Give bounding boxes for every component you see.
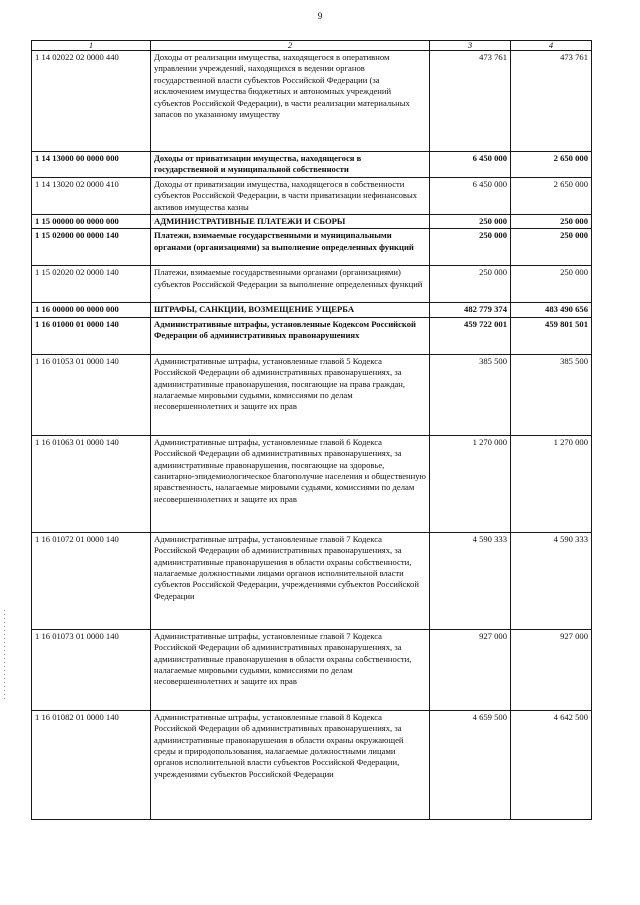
value-col3-cell: 250 000	[430, 229, 511, 266]
value-col3-cell: 482 779 374	[430, 303, 511, 317]
value-col3-cell: 459 722 001	[430, 317, 511, 354]
code-cell: 1 14 13000 00 0000 000	[32, 152, 151, 178]
code-cell: 1 16 01073 01 0000 140	[32, 629, 151, 710]
scan-edge-mark	[4, 610, 5, 700]
value-col3-cell: 1 270 000	[430, 435, 511, 532]
value-col3-cell: 250 000	[430, 215, 511, 229]
name-cell: Доходы от реализации имущества, находящегося в оперативном управлении учреждений, находящихся в ведении органов государственной власти субъектов Российской Федерации (за исключением имущества бюджетных и автономных учреждений субъектов Российской Федерации), в части реализации материальных запасов по указанному имуществу	[151, 51, 430, 152]
value-col4-cell: 459 801 501	[511, 317, 592, 354]
column-number: 3	[430, 41, 511, 51]
table-row	[32, 435, 592, 532]
table-row	[32, 532, 592, 629]
value-col4-cell: 2 650 000	[511, 152, 592, 178]
name-cell: Платежи, взимаемые государственными и муниципальными органами (организациями) за выполнение определенных функций	[151, 229, 430, 266]
page-number: 9	[317, 12, 323, 22]
value-col3-cell: 4 590 333	[430, 532, 511, 629]
table-row	[32, 229, 592, 266]
column-number-row	[32, 41, 592, 51]
value-col3-cell: 6 450 000	[430, 177, 511, 214]
name-cell: Административные штрафы, установленные главой 8 Кодекса Российской Федерации об административных правонарушениях, за административные правонарушения в области охраны окружающей среды и природопользования, налагаемые должностными лицами органов исполнительной власти субъектов Российской Федерации, учреждениями субъектов Российской Федерации	[151, 710, 430, 819]
name-cell: АДМИНИСТРАТИВНЫЕ ПЛАТЕЖИ И СБОРЫ	[151, 215, 430, 229]
value-col3-cell: 250 000	[430, 266, 511, 303]
code-cell: 1 15 00000 00 0000 000	[32, 215, 151, 229]
value-col4-cell: 927 000	[511, 629, 592, 710]
value-col4-cell: 473 761	[511, 51, 592, 152]
code-cell: 1 16 00000 00 0000 000	[32, 303, 151, 317]
name-cell: Административные штрафы, установленные главой 7 Кодекса Российской Федерации об административных правонарушениях, за административные правонарушения в области охраны собственности, налагаемые должностными лицами органов исполнительной власти субъектов Российской Федерации, учреждениями субъектов Российской Федерации	[151, 532, 430, 629]
value-col4-cell: 4 590 333	[511, 532, 592, 629]
value-col4-cell: 4 642 500	[511, 710, 592, 819]
name-cell: Административные штрафы, установленные Кодексом Российской Федерации об административных правонарушениях	[151, 317, 430, 354]
table-body	[32, 51, 592, 820]
table-row	[32, 710, 592, 819]
name-cell: Административные штрафы, установленные главой 7 Кодекса Российской Федерации об административных правонарушениях, за административные правонарушения в области охраны собственности, налагаемые мировыми судьями, комиссиями по делам несовершеннолетних и защите их прав	[151, 629, 430, 710]
code-cell: 1 14 02022 02 0000 440	[32, 51, 151, 152]
table-row	[32, 177, 592, 214]
value-col4-cell: 250 000	[511, 229, 592, 266]
code-cell: 1 16 01063 01 0000 140	[32, 435, 151, 532]
column-number: 2	[151, 41, 430, 51]
value-col4-cell: 483 490 656	[511, 303, 592, 317]
value-col3-cell: 6 450 000	[430, 152, 511, 178]
name-cell: ШТРАФЫ, САНКЦИИ, ВОЗМЕЩЕНИЕ УЩЕРБА	[151, 303, 430, 317]
code-cell: 1 16 01053 01 0000 140	[32, 354, 151, 435]
column-number: 4	[511, 41, 592, 51]
table-row	[32, 51, 592, 152]
code-cell: 1 16 01072 01 0000 140	[32, 532, 151, 629]
table-row	[32, 629, 592, 710]
value-col4-cell: 1 270 000	[511, 435, 592, 532]
code-cell: 1 15 02000 00 0000 140	[32, 229, 151, 266]
budget-table	[31, 40, 592, 820]
table-row	[32, 215, 592, 229]
code-cell: 1 16 01000 01 0000 140	[32, 317, 151, 354]
table-row	[32, 266, 592, 303]
value-col3-cell: 927 000	[430, 629, 511, 710]
code-cell: 1 14 13020 02 0000 410	[32, 177, 151, 214]
value-col3-cell: 385 500	[430, 354, 511, 435]
code-cell: 1 16 01082 01 0000 140	[32, 710, 151, 819]
value-col4-cell: 2 650 000	[511, 177, 592, 214]
name-cell: Административные штрафы, установленные главой 6 Кодекса Российской Федерации об административных правонарушениях, за административные правонарушения, посягающие на здоровье, санитарно-эпидемиологическое благополучие населения и общественную нравственность, налагаемые мировыми судьями, комиссиями по делам несовершеннолетних и защите их прав	[151, 435, 430, 532]
value-col3-cell: 4 659 500	[430, 710, 511, 819]
value-col4-cell: 250 000	[511, 266, 592, 303]
table-row	[32, 152, 592, 178]
column-number: 1	[32, 41, 151, 51]
table-row	[32, 303, 592, 317]
name-cell: Доходы от приватизации имущества, находящегося в собственности субъектов Российской Федерации, в части приватизации нефинансовых активов имущества казны	[151, 177, 430, 214]
table-row	[32, 317, 592, 354]
name-cell: Административные штрафы, установленные главой 5 Кодекса Российской Федерации об административных правонарушениях, за административные правонарушения, посягающие на права граждан, налагаемые мировыми судьями, комиссиями по делам несовершеннолетних и защите их прав	[151, 354, 430, 435]
code-cell: 1 15 02020 02 0000 140	[32, 266, 151, 303]
name-cell: Доходы от приватизации имущества, находящегося в государственной и муниципальной собственности	[151, 152, 430, 178]
value-col3-cell: 473 761	[430, 51, 511, 152]
value-col4-cell: 250 000	[511, 215, 592, 229]
name-cell: Платежи, взимаемые государственными органами (организациями) субъектов Российской Федерации за выполнение определенных функций	[151, 266, 430, 303]
table-row	[32, 354, 592, 435]
value-col4-cell: 385 500	[511, 354, 592, 435]
